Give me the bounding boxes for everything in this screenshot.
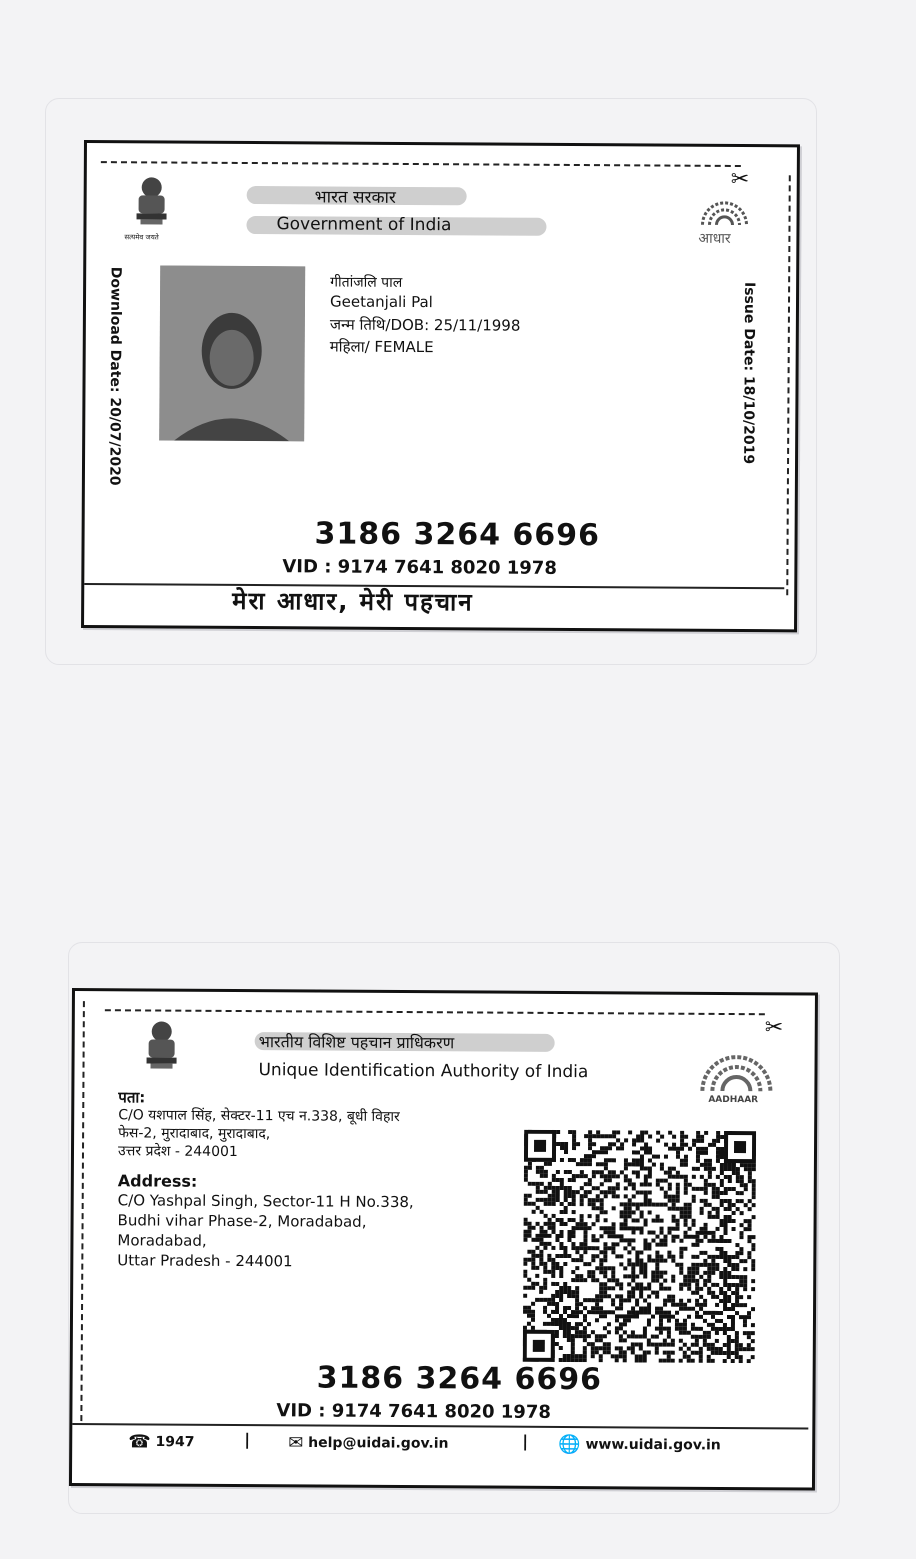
website-url[interactable]: www.uidai.gov.in (585, 1436, 721, 1454)
aadhaar-logo-text: AADHAAR (708, 1094, 759, 1106)
holder-name-hindi: गीतांजलि पाल (330, 274, 403, 291)
footer-separator: | (522, 1431, 529, 1451)
envelope-icon: ✉ (288, 1432, 304, 1454)
telephone-icon: ☎ (128, 1431, 151, 1453)
address-hindi-line: फेस-2, मुरादाबाद, मुरादाबाद, (118, 1125, 271, 1143)
qr-code (523, 1130, 756, 1363)
scissors-icon: ✂ (764, 1015, 784, 1041)
address-english-line: Budhi vihar Phase-2, Moradabad, (117, 1211, 367, 1231)
national-emblem-icon (138, 1019, 184, 1079)
scissors-icon: ✂ (730, 166, 750, 193)
footer-website[interactable] (558, 1434, 721, 1456)
cut-line-top (101, 161, 741, 167)
slogan: मेरा आधार, मेरी पहचान (232, 586, 474, 617)
aadhaar-number: 3186 3264 6696 (314, 516, 601, 554)
holder-gender: महिला/ FEMALE (329, 337, 434, 357)
address-hindi-line: C/O यशपाल सिंह, सेक्टर-11 एच न.338, बूधी विहार (118, 1107, 400, 1126)
holder-photo (159, 265, 305, 441)
footer-phone (128, 1431, 194, 1452)
cut-line-left (80, 1001, 85, 1421)
header-english: Unique Identification Authority of India (258, 1060, 589, 1083)
aadhaar-logo-icon (696, 1055, 776, 1095)
address-label-hindi: पता: (118, 1088, 146, 1107)
vid-number: VID : 9174 7641 8020 1978 (282, 556, 557, 579)
holder-name-english: Geetanjali Pal (329, 292, 433, 312)
national-emblem-icon (128, 175, 174, 235)
aadhaar-front-card (81, 140, 800, 632)
footer-separator: | (244, 1430, 251, 1450)
issue-date: Issue Date: 18/10/2019 (740, 281, 758, 465)
address-label-english: Address: (117, 1171, 198, 1191)
cut-line-right (786, 175, 791, 595)
address-english-line: Uttar Pradesh - 244001 (117, 1251, 293, 1271)
header-english: Government of India (276, 214, 452, 236)
download-date: Download Date: 20/07/2020 (106, 266, 124, 486)
vid-number: VID : 9174 7641 8020 1978 (276, 1400, 551, 1423)
cut-line-top (105, 1009, 765, 1015)
aadhaar-back-card (69, 988, 818, 1491)
emblem-caption: सत्यमेव जयते (124, 233, 159, 242)
address-hindi-line: उत्तर प्रदेश - 244001 (117, 1143, 238, 1161)
aadhaar-logo-text: आधार (698, 230, 731, 247)
aadhaar-logo-icon (694, 195, 754, 229)
phone-number: 1947 (155, 1434, 195, 1451)
globe-icon: 🌐 (558, 1433, 581, 1456)
footer-divider (72, 1423, 808, 1429)
header-hindi: भारत सरकार (314, 187, 396, 208)
address-english-line: Moradabad, (117, 1231, 207, 1250)
header-hindi: भारतीय विशिष्ट पहचान प्राधिकरण (258, 1032, 455, 1053)
footer-email[interactable] (288, 1432, 448, 1454)
address-english-line: C/O Yashpal Singh, Sector-11 H No.338, (117, 1191, 414, 1212)
holder-dob: जन्म तिथि/DOB: 25/11/1998 (329, 315, 521, 335)
aadhaar-number: 3186 3264 6696 (316, 1360, 603, 1398)
email-address[interactable]: help@uidai.gov.in (308, 1434, 449, 1452)
